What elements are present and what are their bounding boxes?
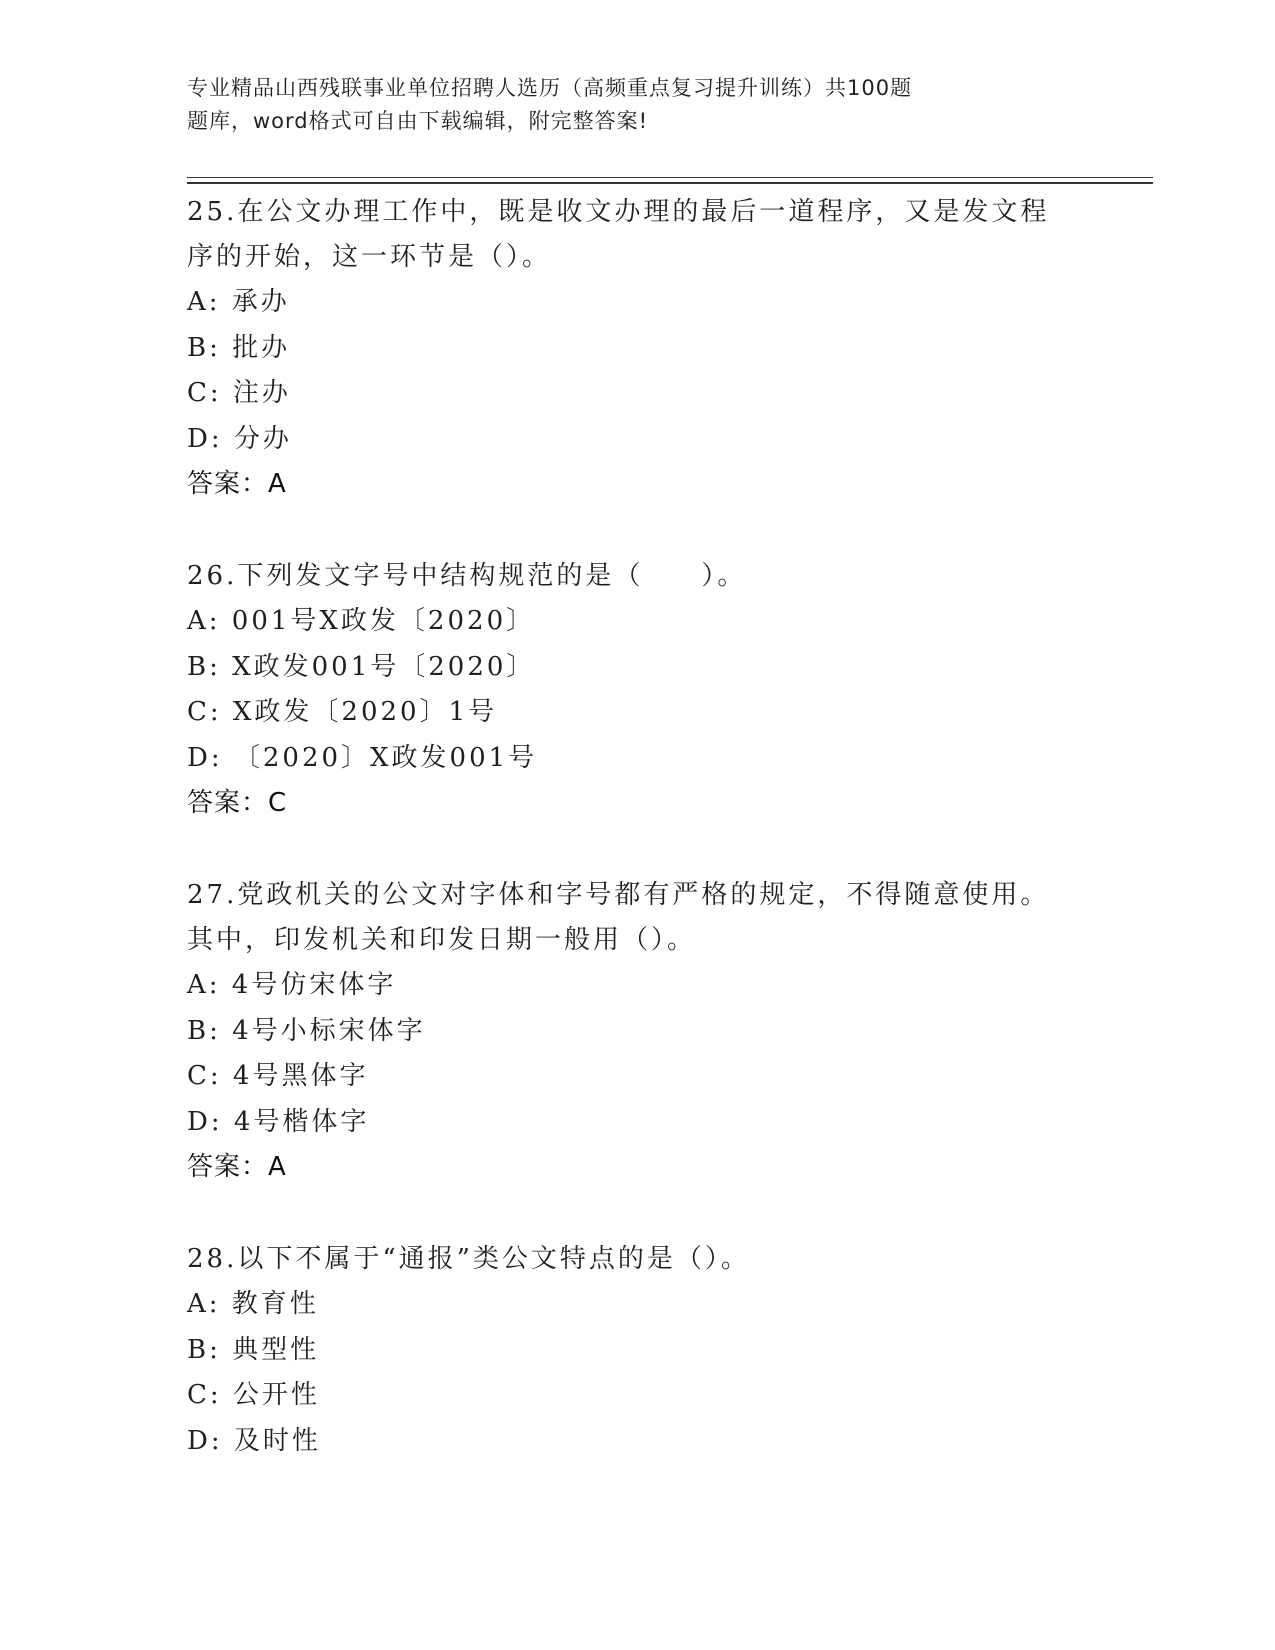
- question-stem: 28.以下不属于“通报”类公文特点的是（）。: [187, 1244, 750, 1274]
- option-b: B: 典型性: [187, 1334, 320, 1365]
- question-27: [187, 873, 1087, 1189]
- option-c: C: 注办: [187, 378, 291, 408]
- document-header: [187, 72, 1047, 138]
- option-c: C: 4号黑体字: [187, 1061, 369, 1091]
- question-26: [187, 554, 1087, 825]
- option-d: D: 〔2020〕X政发001号: [187, 742, 538, 773]
- header-divider-thick: [187, 182, 1153, 184]
- question-spacer: [187, 1189, 1087, 1237]
- header-divider-thin: [187, 177, 1153, 178]
- answer-line: 答案：A: [187, 469, 287, 499]
- option-d: D: 分办: [187, 423, 292, 454]
- question-stem: 26.下列发文字号中结构规范的是（ ）。: [187, 561, 747, 591]
- option-d: D: 及时性: [187, 1425, 321, 1456]
- option-a: A: 教育性: [187, 1289, 319, 1319]
- header-line-2: 题库，word格式可自由下载编辑，附完整答案!: [187, 109, 649, 133]
- option-c: C: X政发〔2020〕1号: [187, 697, 498, 727]
- answer-line: 答案：A: [187, 1152, 287, 1182]
- option-a: A: 承办: [187, 287, 290, 317]
- question-stem: 27.党政机关的公文对字体和字号都有严格的规定，不得随意使用。其中，印发机关和印发日期一般用（）。: [187, 880, 1050, 955]
- question-spacer: [187, 506, 1087, 554]
- header-line-1: 专业精品山西残联事业单位招聘人选历（高频重点复习提升训练）共100题: [187, 76, 913, 100]
- option-b: B: 4号小标宋体字: [187, 1015, 426, 1046]
- question-28: [187, 1237, 1087, 1464]
- option-d: D: 4号楷体字: [187, 1106, 370, 1137]
- option-b: B: X政发001号〔2020〕: [187, 651, 536, 682]
- question-list: [187, 190, 1087, 1464]
- question-25: [187, 190, 1087, 506]
- question-stem: 25.在公文办理工作中，既是收文办理的最后一道程序，又是发文程序的开始，这一环节是（）。: [187, 197, 1050, 272]
- option-c: C: 公开性: [187, 1380, 320, 1410]
- answer-line: 答案：C: [187, 788, 288, 818]
- option-a: A: 4号仿宋体字: [187, 970, 397, 1000]
- option-b: B: 批办: [187, 332, 291, 363]
- question-spacer: [187, 825, 1087, 873]
- option-a: A: 001号X政发〔2020〕: [187, 606, 536, 636]
